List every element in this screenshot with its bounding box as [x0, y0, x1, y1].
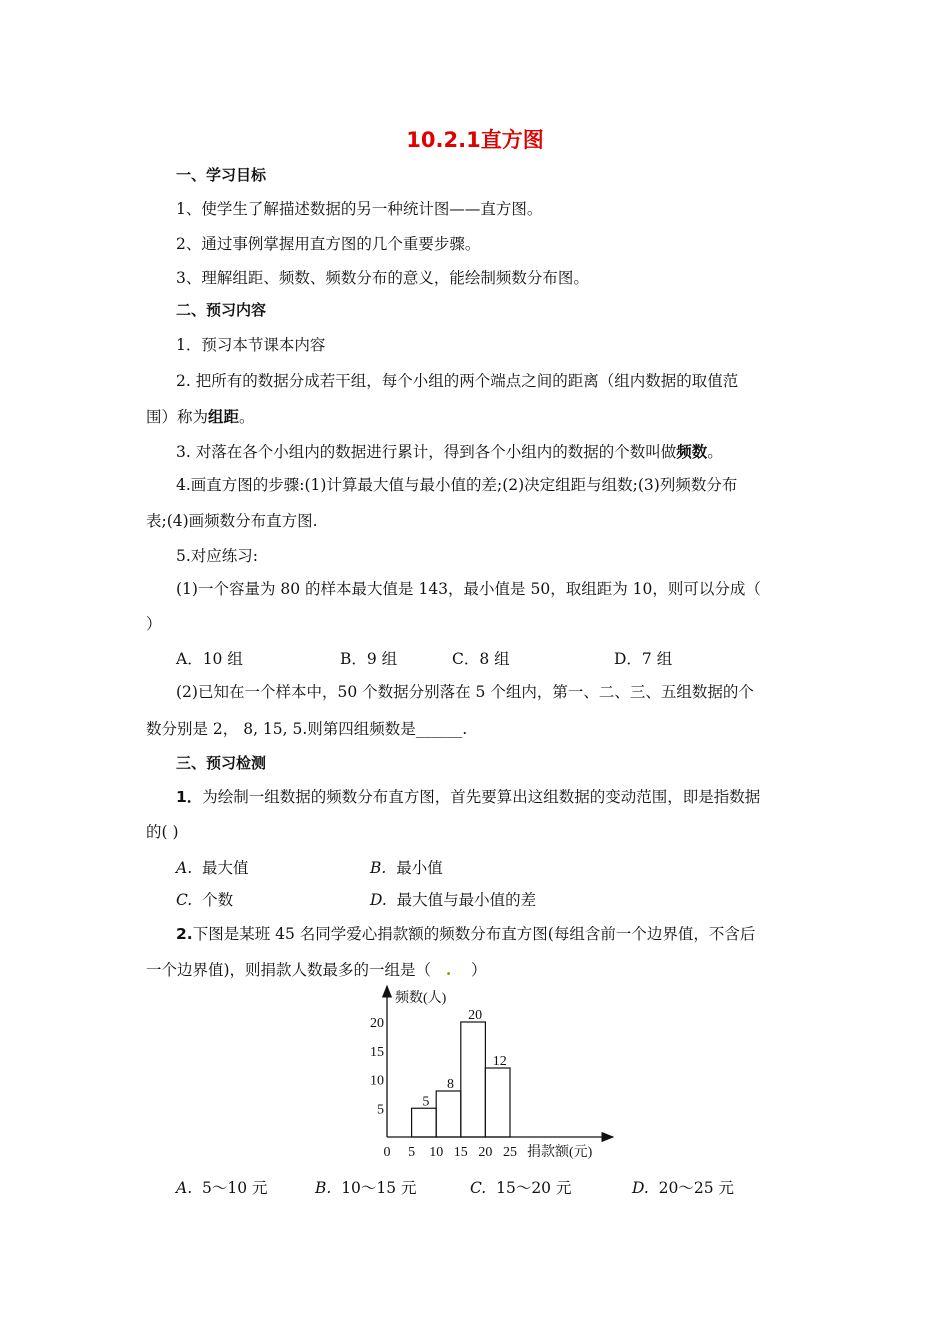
- text-span: 为绘制一组数据的频数分布直方图，首先要算出这组数据的变动范围，即是指数据: [202, 788, 761, 806]
- mark-dot: .: [445, 960, 452, 979]
- question-number: 2.: [176, 925, 193, 943]
- option-letter: D.: [370, 891, 387, 909]
- text-span: 。: [239, 408, 255, 426]
- option-b: B．9 组: [340, 650, 398, 668]
- option-text: 20～25 元: [658, 1179, 735, 1197]
- preview-item: [176, 442, 723, 462]
- histogram-bar: [412, 1108, 437, 1137]
- preview-item: 1．预习本节课本内容: [176, 336, 326, 354]
- check-question: [176, 924, 755, 944]
- section-heading-check: 三、预习检测: [176, 754, 267, 772]
- option-letter: D.: [632, 1179, 649, 1197]
- bar-group: [412, 1022, 510, 1137]
- option-b: [315, 1178, 417, 1198]
- term-frequency: 频数: [676, 443, 708, 461]
- y-axis-label: 频数(人): [395, 991, 447, 1006]
- option-d: [632, 1178, 734, 1198]
- option-letter: B.: [315, 1179, 332, 1197]
- x-tick-label: 5: [408, 1145, 416, 1160]
- option-c: [470, 1178, 571, 1198]
- check-question: [176, 787, 760, 807]
- option-a: A．10 组: [176, 650, 243, 668]
- goal-item: 1、使学生了解描述数据的另一种统计图——直方图。: [176, 200, 543, 218]
- option-text: 最大值: [201, 859, 249, 877]
- text-span: 围）称为: [146, 408, 209, 426]
- preview-item: 2. 把所有的数据分成若干组，每个小组的两个端点之间的距离（组内数据的取值范: [176, 372, 739, 390]
- option-text: 最大值与最小值的差: [396, 891, 537, 909]
- check-question-cont: 的( ): [146, 823, 179, 841]
- y-tick-group: [370, 1016, 384, 1117]
- bar-value-label: 12: [492, 1054, 507, 1069]
- option-letter: B.: [370, 859, 387, 877]
- option-text: 个数: [202, 891, 234, 909]
- bar-value-label: 8: [447, 1077, 454, 1092]
- option-text: 15～20 元: [496, 1179, 572, 1197]
- option-text: 最小值: [396, 859, 443, 877]
- option-text: 5～10 元: [201, 1179, 268, 1197]
- preview-item-cont: 表;(4)画频数分布直方图.: [146, 512, 318, 530]
- option-b: [370, 858, 443, 878]
- option-letter: A.: [176, 1179, 193, 1197]
- preview-item-cont: [146, 407, 255, 427]
- goal-item: 3、理解组距、频数、频数分布的意义，能绘制频数分布图。: [176, 269, 589, 287]
- x-tick-label: 0: [383, 1145, 391, 1160]
- option-letter: C.: [176, 891, 193, 909]
- x-tick-label: 15: [453, 1145, 468, 1160]
- section-heading-goals: 一、学习目标: [176, 166, 267, 184]
- term-group-width: 组距: [208, 408, 240, 426]
- exercise-question: (1)一个容量为 80 的样本最大值是 143，最小值是 50，取组距为 10，则可以分成（: [176, 580, 761, 598]
- histogram-bar: [461, 1022, 486, 1137]
- section-heading-preview: 二、预习内容: [176, 301, 267, 319]
- x-axis-label: 捐款额(元): [527, 1145, 593, 1160]
- exercise-question-cont: ）: [146, 615, 162, 633]
- option-c: [176, 890, 233, 910]
- x-tick-group: [384, 1145, 518, 1160]
- y-tick-label: 5: [377, 1102, 384, 1118]
- option-a: [176, 1178, 268, 1198]
- histogram-bar: [436, 1091, 461, 1137]
- y-tick-label: 15: [370, 1044, 384, 1060]
- y-tick-label: 20: [370, 1016, 384, 1031]
- histogram-chart: [355, 980, 625, 1165]
- exercise-question-cont: 数分别是 2， 8, 15, 5.则第四组频数是______.: [146, 720, 468, 738]
- question-number: 1．: [176, 788, 203, 806]
- y-tick-label: 10: [370, 1073, 384, 1089]
- preview-item: 4.画直方图的步骤:(1)计算最大值与最小值的差;(2)决定组距与组数;(3)列频数分布: [176, 476, 738, 494]
- option-c: C．8 组: [452, 650, 510, 668]
- text-span: 下图是某班 45 名同学爱心捐款额的频数分布直方图(每组含前一个边界值，不含后: [192, 925, 756, 943]
- text-span: 3. 对落在各个小组内的数据进行累计，得到各个小组内的数据的个数叫做: [176, 443, 677, 461]
- preview-item: 5.对应练习:: [176, 547, 259, 565]
- x-tick-label: 25: [503, 1145, 517, 1160]
- bar-value-label: 20: [468, 1008, 483, 1023]
- x-tick-label: 20: [478, 1145, 493, 1160]
- exercise-question: (2)已知在一个样本中，50 个数据分别落在 5 个组内，第一、二、三、五组数据的个: [176, 683, 754, 701]
- text-span: ）: [470, 961, 487, 979]
- bar-value-label: 5: [422, 1094, 430, 1110]
- x-tick-label: 10: [429, 1145, 444, 1160]
- page-title: 10.2.1直方图: [406, 128, 544, 152]
- check-question-cont: [146, 960, 486, 980]
- text-span: 一个边界值)，则捐款人数最多的一组是（: [146, 961, 432, 979]
- option-letter: C.: [470, 1179, 487, 1197]
- option-text: 10～15 元: [341, 1179, 417, 1197]
- option-d: [370, 890, 536, 910]
- goal-item: 2、通过事例掌握用直方图的几个重要步骤。: [176, 235, 481, 253]
- bar-label-group: [422, 1008, 506, 1109]
- option-a: [176, 858, 249, 878]
- histogram-bar: [485, 1068, 510, 1137]
- option-letter: A.: [176, 859, 193, 877]
- text-span: 。: [707, 443, 723, 461]
- option-d: D．7 组: [614, 650, 673, 668]
